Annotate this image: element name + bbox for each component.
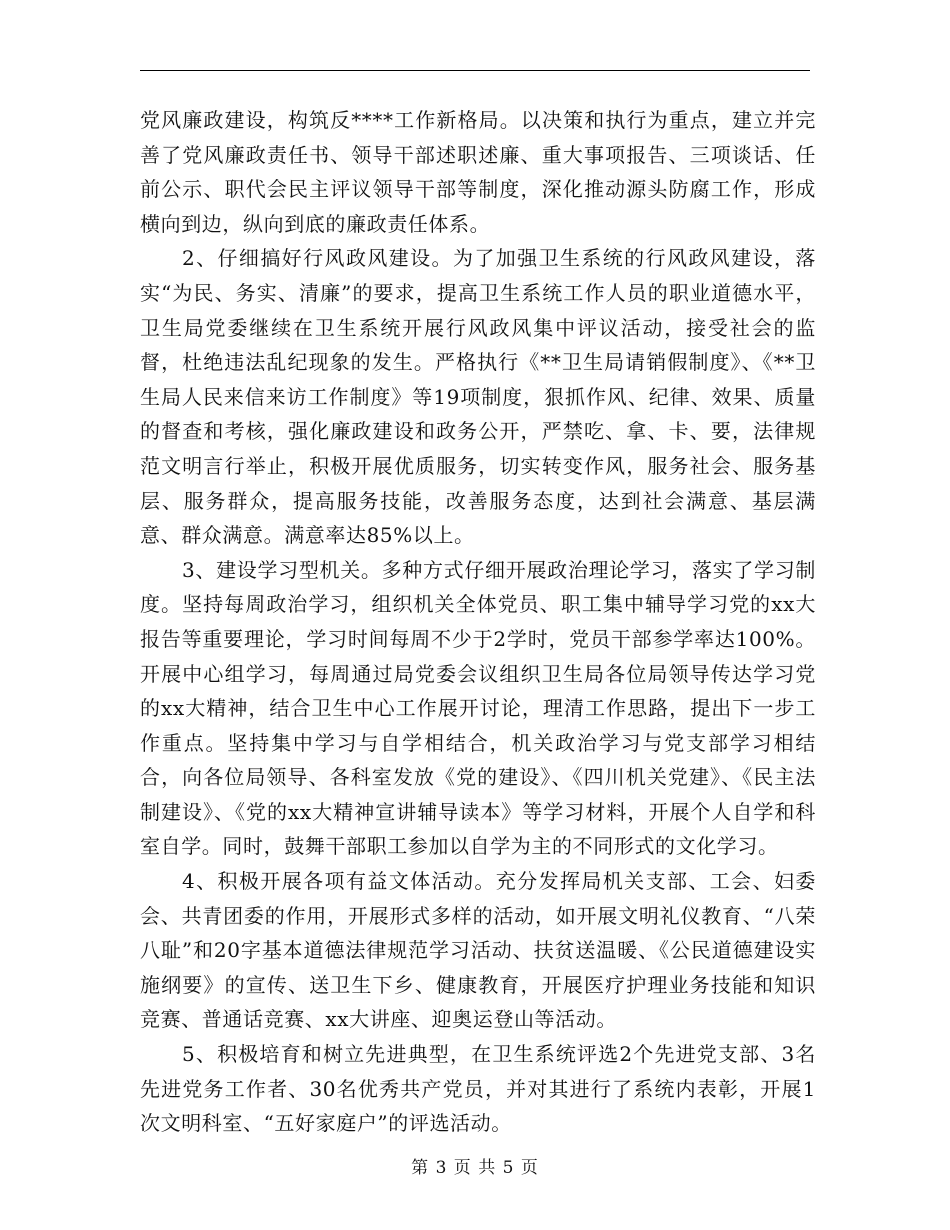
document-body xyxy=(140,103,816,1141)
page-number-footer: 第 3 页 共 5 页 xyxy=(411,1158,539,1178)
paragraph-item-4: 4、积极开展各项有益文体活动。充分发挥局机关支部、工会、妇委会、共青团委的作用，开展形式多样的活动，如开展文明礼仪教育、“八荣八耻”和20字基本道德法律规范学习活动、扶贫送温暖、《公民道德建设实施纲要》的宣传、送卫生下乡、健康教育，开展医疗护理业务技能和知识竞赛、普通话竞赛、xx大讲座、迎奥运登山等活动。 xyxy=(140,869,816,1032)
paragraph-item-5: 5、积极培育和树立先进典型，在卫生系统评选2个先进党支部、3名先进党务工作者、30名优秀共产党员，并对其进行了系统内表彰，开展1次文明科室、“五好家庭户”的评选活动。 xyxy=(140,1042,816,1136)
header-rule xyxy=(140,70,810,71)
paragraph-item-3: 3、建设学习型机关。多种方式仔细开展政治理论学习，落实了学习制度。坚持每周政治学习，组织机关全体党员、职工集中辅导学习党的xx大报告等重要理论，学习时间每周不少于2学时，党员干部参学率达100%。开展中心组学习，每周通过局党委会议组织卫生局各位局领导传达学习党的xx大精神，结合卫生中心工作展开讨论，理清工作思路，提出下一步工作重点。坚持集中学习与自学相结合，机关政治学习与党支部学习相结合，向各位局领导、各科室发放《党的建设》、《四川机关党建》、《民主法制建设》、《党的xx大精神宣讲辅导读本》等学习材料，开展个人自学和科室自学。同时，鼓舞干部职工参加以自学为主的不同形式的文化学习。 xyxy=(140,557,816,859)
paragraph-continuation: 党风廉政建设，构筑反****工作新格局。以决策和执行为重点，建立并完善了党风廉政责任书、领导干部述职述廉、重大事项报告、三项谈话、任前公示、职代会民主评议领导干部等制度，深化推动源头防腐工作，形成横向到边，纵向到底的廉政责任体系。 xyxy=(140,108,816,236)
paragraph-item-2: 2、仔细搞好行风政风建设。为了加强卫生系统的行风政风建设，落实“为民、务实、清廉”的要求，提高卫生系统工作人员的职业道德水平，卫生局党委继续在卫生系统开展行风政风集中评议活动，接受社会的监督，杜绝违法乱纪现象的发生。严格执行《**卫生局请销假制度》、《**卫生局人民来信来访工作制度》等19项制度，狠抓作风、纪律、效果、质量的督查和考核，强化廉政建设和政务公开，严禁吃、拿、卡、要，法律规范文明言行举止，积极开展优质服务，切实转变作风，服务社会、服务基层、服务群众，提高服务技能，改善服务态度，达到社会满意、基层满意、群众满意。满意率达85%以上。 xyxy=(140,246,816,548)
